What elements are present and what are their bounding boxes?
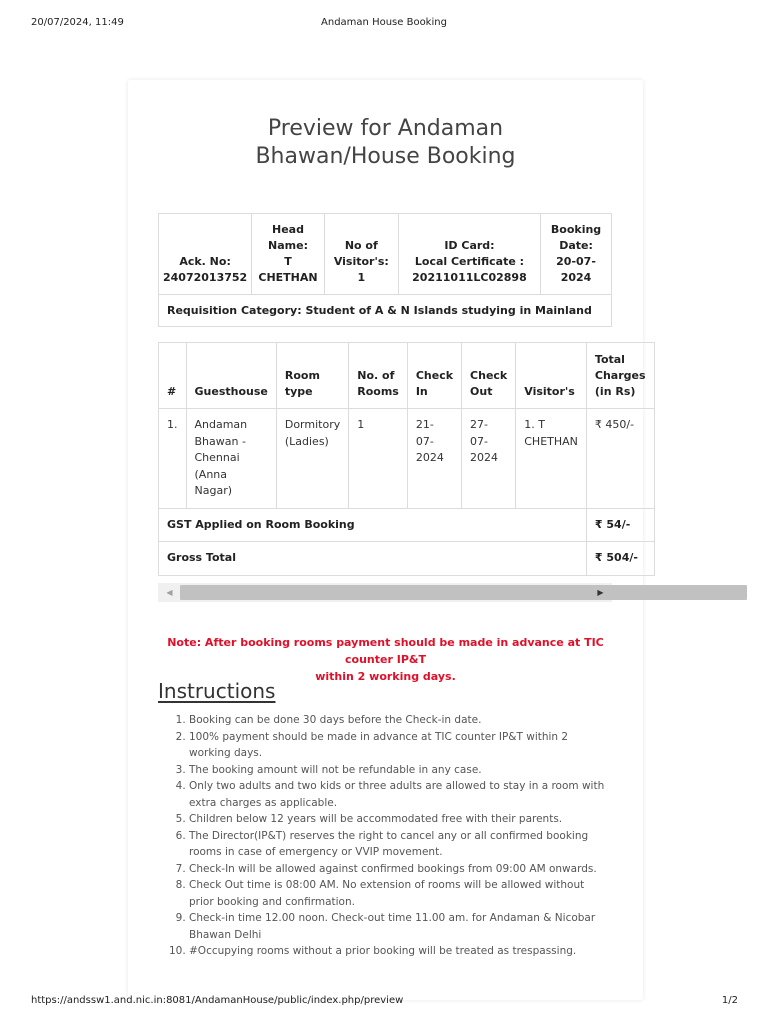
row-guesthouse — [186, 409, 276, 509]
col-check-out — [462, 343, 516, 409]
head-label-1: Head — [272, 223, 304, 236]
print-datetime: 20/07/2024, 11:49 — [31, 17, 124, 28]
ack-label: Ack. No: — [179, 255, 231, 268]
col-total-charges — [586, 343, 654, 409]
instructions-list — [158, 712, 610, 960]
booking-details-table — [158, 342, 655, 576]
gross-total-row — [159, 542, 655, 576]
summary-row — [159, 214, 612, 295]
col-charges-3: (in Rs) — [594, 385, 636, 398]
ack-cell — [159, 214, 252, 295]
room-type-line: Dormitory — [284, 418, 341, 431]
gross-total-value: ₹ 504/- — [586, 542, 654, 576]
check-in-line: 07- — [415, 434, 434, 448]
scrollbar-thumb[interactable] — [180, 585, 747, 600]
room-type-line: (Ladies) — [284, 434, 329, 448]
check-in-line: 21- — [415, 418, 434, 431]
print-header — [0, 17, 768, 31]
col-check-out-1: Check — [470, 369, 508, 382]
check-in-line: 2024 — [415, 451, 444, 464]
guesthouse-line: Chennai — [194, 451, 240, 464]
col-guesthouse: Guesthouse — [186, 343, 276, 409]
col-check-in — [407, 343, 461, 409]
scroll-left-icon[interactable]: ◀ — [166, 588, 173, 597]
certificate-value: 20211011LC02898 — [412, 271, 527, 284]
gst-row — [159, 508, 655, 542]
print-title: Andaman House Booking — [321, 17, 447, 28]
head-label-2: Name: — [268, 239, 308, 252]
col-visitors: Visitor's — [516, 343, 587, 409]
col-check-in-1: Check — [415, 369, 454, 382]
col-rooms-1: No. of — [357, 369, 395, 382]
visitor-line: CHETHAN — [524, 434, 578, 448]
visitors-label-2: Visitor's: — [333, 255, 389, 268]
col-room-type-2: type — [284, 385, 313, 398]
requisition-category: Requisition Category: Student of A & N Islands studying in Mainland — [159, 295, 612, 327]
payment-note — [148, 634, 623, 685]
list-item: 5. Children below 12 years will be accommodated free with their parents. — [189, 811, 610, 828]
visitors-value: 1 — [357, 271, 366, 284]
print-url: https://andssw1.and.nic.in:8081/AndamanHouse/public/index.php/preview — [31, 995, 404, 1006]
print-footer — [0, 995, 768, 1009]
booking-summary-table — [158, 213, 612, 327]
ack-value: 24072013752 — [163, 271, 248, 284]
requisition-row — [159, 295, 612, 327]
booking-date-label-2: Date: — [559, 239, 593, 252]
booking-date-value-1: 20-07- — [556, 255, 596, 268]
list-item: 2. 100% payment should be made in advance at TIC counter IP&T within 2 working days. — [189, 729, 610, 762]
guesthouse-line: Andaman — [194, 418, 248, 431]
row-check-out — [462, 409, 516, 509]
col-rooms — [349, 343, 408, 409]
list-item: 8. Check Out time is 08:00 AM. No extension of rooms will be allowed without prior booking and confirmation. — [189, 877, 610, 910]
head-name-cell — [252, 214, 325, 295]
gst-value: ₹ 54/- — [586, 508, 654, 542]
row-check-in — [407, 409, 461, 509]
list-item: 9. Check-in time 12.00 noon. Check-out time 11.00 am. for Andaman & Nicobar Bhawan Delhi — [189, 910, 610, 943]
list-item: 1. Booking can be done 30 days before the Check-in date. — [189, 712, 610, 729]
check-out-line: 07- — [470, 434, 489, 448]
list-item: 4. Only two adults and two kids or three adults are allowed to stay in a room with extra charges as applicable. — [189, 778, 610, 811]
row-number: 1. — [159, 409, 187, 509]
payment-note-line-2: within 2 working days. — [315, 670, 456, 683]
horizontal-scrollbar[interactable] — [158, 583, 612, 602]
list-item: 7. Check-In will be allowed against confirmed bookings from 09:00 AM onwards. — [189, 861, 610, 878]
certificate-label: Local Certificate : — [414, 255, 525, 268]
check-out-line: 27- — [470, 418, 489, 431]
list-item: 10. #Occupying rooms without a prior booking will be treated as trespassing. — [189, 943, 610, 960]
col-room-type-1: Room — [284, 369, 320, 382]
payment-note-line-1: Note: After booking rooms payment should be made in advance at TIC counter IP&T — [167, 636, 604, 666]
col-charges-2: Charges — [594, 369, 646, 382]
booking-date-label-1: Booking — [550, 223, 602, 236]
visitor-line: 1. T — [524, 418, 545, 431]
guesthouse-line: Nagar) — [194, 484, 233, 497]
scroll-right-icon[interactable]: ▶ — [597, 588, 604, 597]
page-title-line-1: Preview for Andaman — [267, 116, 504, 141]
booking-date-value-2: 2024 — [560, 271, 592, 284]
instructions-heading: Instructions — [158, 679, 276, 703]
row-room-type — [276, 409, 348, 509]
col-charges-1: Total — [594, 353, 625, 366]
booking-date-cell — [541, 214, 612, 295]
guesthouse-line: (Anna — [194, 467, 228, 481]
row-rooms: 1 — [349, 409, 408, 509]
page-title — [128, 115, 643, 171]
page-title-line-2: Bhawan/House Booking — [255, 144, 516, 169]
list-item: 3. The booking amount will not be refundable in any case. — [189, 762, 610, 779]
head-value-2: CHETHAN — [258, 271, 318, 284]
row-visitors — [516, 409, 587, 509]
gross-total-label: Gross Total — [159, 542, 587, 576]
gst-label: GST Applied on Room Booking — [159, 508, 587, 542]
table-row — [159, 409, 655, 509]
col-number: # — [159, 343, 187, 409]
row-charges: ₹ 450/- — [586, 409, 654, 509]
booking-header-row — [159, 343, 655, 409]
check-out-line: 2024 — [470, 451, 499, 464]
col-check-in-2: In — [415, 385, 428, 398]
col-rooms-2: Rooms — [357, 385, 399, 398]
certificate-cell — [398, 214, 540, 295]
print-page-number: 1/2 — [721, 995, 738, 1006]
guesthouse-line: Bhawan - — [194, 434, 246, 448]
col-check-out-2: Out — [470, 385, 493, 398]
visitors-label-1: No of — [344, 239, 378, 252]
col-room-type — [276, 343, 348, 409]
id-card-label: ID Card: — [444, 239, 495, 252]
head-value-1: T — [284, 255, 292, 268]
list-item: 6. The Director(IP&T) reserves the right to cancel any or all confirmed booking rooms in case of emergency or VVIP movement. — [189, 828, 610, 861]
visitors-cell — [324, 214, 398, 295]
